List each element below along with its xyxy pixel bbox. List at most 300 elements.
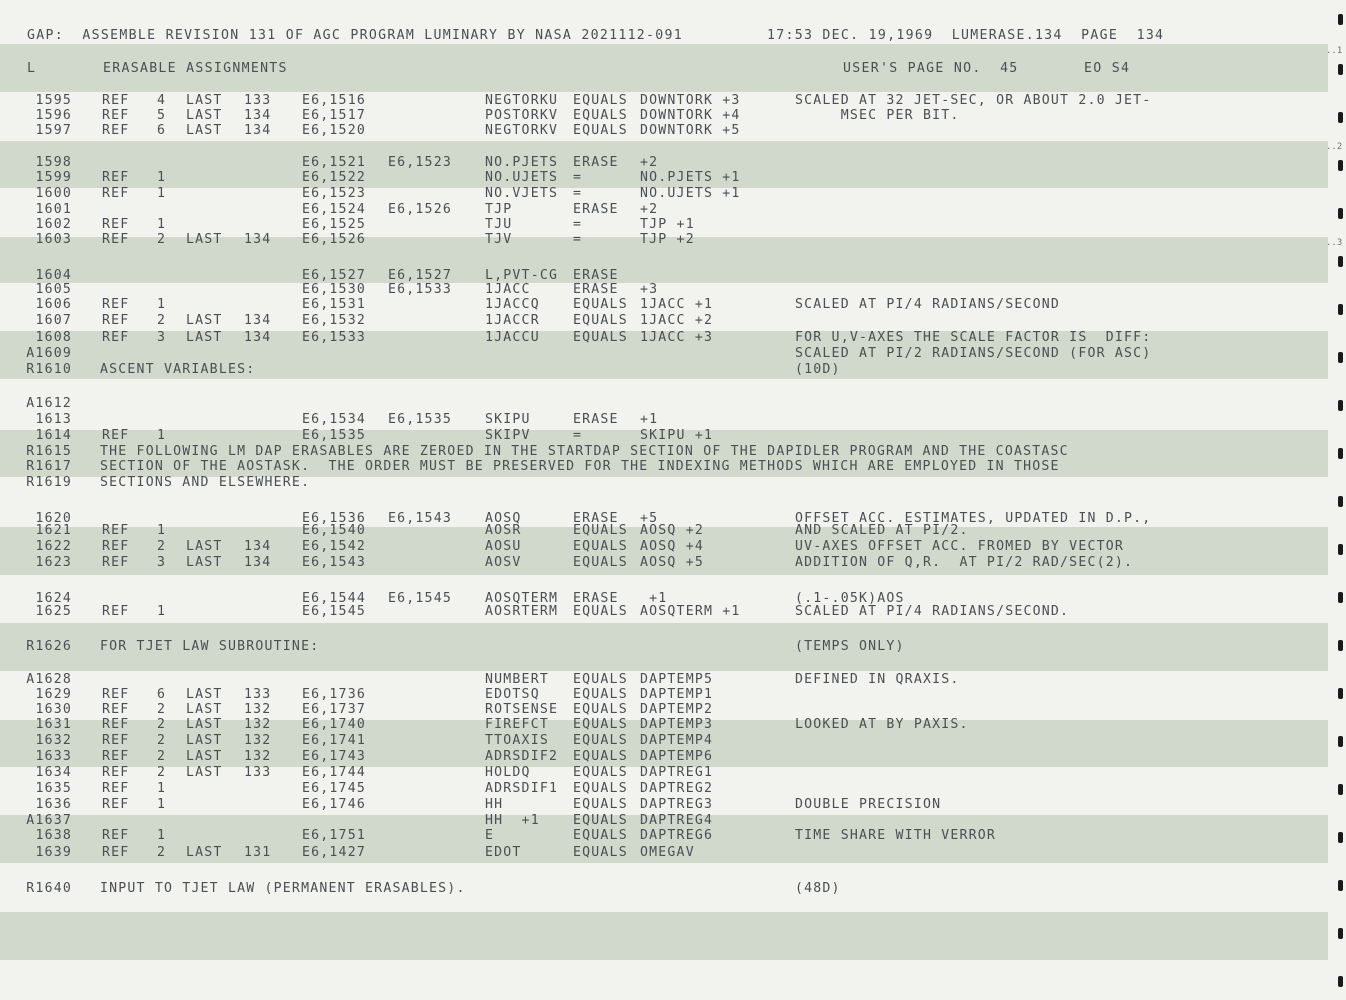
operand: 1JACC +1 (640, 297, 714, 312)
feed-hole (1338, 544, 1343, 555)
ref-count: 1 (157, 828, 167, 843)
opcode: EQUALS (573, 672, 628, 687)
last-page: 131 (244, 845, 272, 860)
operand: TJP +1 (640, 217, 695, 232)
comment: (TEMPS ONLY) (795, 639, 905, 654)
feed-hole (1338, 688, 1343, 699)
listing-row (0, 687, 1330, 703)
ref-count: 1 (157, 297, 167, 312)
operand: DAPTEMP1 (640, 687, 714, 702)
ref-label: REF (102, 717, 130, 732)
margin-mark: ..2 (1326, 142, 1343, 152)
operand: OMEGAV (640, 845, 695, 860)
paper-band (0, 912, 1328, 960)
listing-row (0, 93, 1330, 109)
last-page: 134 (244, 555, 272, 570)
last-label: LAST (186, 555, 223, 570)
last-page: 132 (244, 702, 272, 717)
address: E6,1516 (302, 93, 366, 108)
operand: +3 (640, 282, 659, 297)
symbol: 1JACCQ (485, 297, 540, 312)
listing-row (0, 186, 1330, 202)
ref-label: REF (102, 428, 130, 443)
symbol: EDOTSQ (485, 687, 540, 702)
listing-row (0, 346, 1330, 362)
feed-hole (1338, 880, 1343, 891)
ref-count: 2 (157, 232, 167, 247)
last-label: LAST (186, 232, 223, 247)
symbol: AOSV (485, 555, 522, 570)
ref-count: 4 (157, 93, 167, 108)
address: E6,1751 (302, 828, 366, 843)
symbol: EDOT (485, 845, 522, 860)
comment: UV-AXES OFFSET ACC. FROMED BY VECTOR (795, 539, 1125, 554)
listing-row (0, 717, 1330, 733)
line-number: R1640 (26, 881, 72, 896)
line-number: R1615 (26, 444, 72, 459)
symbol: ROTSENSE (485, 702, 559, 717)
address: E6,1746 (302, 797, 366, 812)
opcode: ERASE (573, 202, 619, 217)
line-number: 1623 (35, 555, 72, 570)
header-line (0, 28, 1330, 44)
ref-label: REF (102, 539, 130, 554)
listing-row (0, 828, 1330, 844)
feed-hole (1338, 352, 1343, 363)
listing-row (0, 797, 1330, 813)
listing-row (0, 232, 1330, 248)
operand: DAPTREG1 (640, 765, 714, 780)
listing-row (0, 297, 1330, 313)
symbol: TTOAXIS (485, 733, 549, 748)
symbol: ADRSDIF2 (485, 749, 559, 764)
listing-row (0, 362, 1330, 378)
symbol: TJP (485, 202, 513, 217)
last-label: LAST (186, 330, 223, 345)
last-page: 133 (244, 765, 272, 780)
opcode: EQUALS (573, 330, 628, 345)
ref-label: REF (102, 232, 130, 247)
opcode: EQUALS (573, 523, 628, 538)
comment: SCALED AT PI/4 RADIANS/SECOND (795, 297, 1061, 312)
ref-label: REF (102, 797, 130, 812)
opcode: ERASE (573, 268, 619, 283)
symbol: NUMBERT (485, 672, 549, 687)
operand: DAPTEMP3 (640, 717, 714, 732)
address-end: E6,1533 (388, 282, 452, 297)
comment: LOOKED AT BY PAXIS. (795, 717, 969, 732)
listing-row (0, 523, 1330, 539)
listing-row (0, 202, 1330, 218)
address-end: E6,1543 (388, 511, 452, 526)
line-number: 1614 (35, 428, 72, 443)
ref-count: 5 (157, 108, 167, 123)
listing-row (0, 459, 1330, 475)
address-end: E6,1535 (388, 412, 452, 427)
line-number: 1635 (35, 781, 72, 796)
opcode: EQUALS (573, 813, 628, 828)
address: E6,1544 (302, 591, 366, 606)
opcode: EQUALS (573, 687, 628, 702)
operand: 1JACC +3 (640, 330, 714, 345)
opcode: ERASE (573, 155, 619, 170)
ref-label: REF (102, 186, 130, 201)
address: E6,1532 (302, 313, 366, 328)
ref-count: 1 (157, 217, 167, 232)
listing-row (0, 813, 1330, 829)
operand: AOSQ +4 (640, 539, 704, 554)
opcode: EQUALS (573, 123, 628, 138)
line-number: 1624 (35, 591, 72, 606)
ref-count: 1 (157, 797, 167, 812)
opcode: ERASE (573, 591, 619, 606)
operand: DOWNTORK +5 (640, 123, 741, 138)
operand: DAPTREG3 (640, 797, 714, 812)
line-number: 1638 (35, 828, 72, 843)
last-label: LAST (186, 687, 223, 702)
comment: DEFINED IN QRAXIS. (795, 672, 960, 687)
opcode: ERASE (573, 282, 619, 297)
symbol: HH (485, 797, 504, 812)
line-number: 1613 (35, 412, 72, 427)
operand: +2 (640, 202, 659, 217)
listing-row (0, 428, 1330, 444)
comment: SCALED AT 32 JET-SEC, OR ABOUT 2.0 JET- (795, 93, 1152, 108)
remark-text: INPUT TO TJET LAW (PERMANENT ERASABLES). (100, 881, 466, 896)
feed-hole (1338, 640, 1343, 651)
last-label: LAST (186, 702, 223, 717)
ref-label: REF (102, 749, 130, 764)
address: E6,1536 (302, 511, 366, 526)
last-page: 132 (244, 749, 272, 764)
ref-count: 3 (157, 555, 167, 570)
address: E6,1542 (302, 539, 366, 554)
last-label: LAST (186, 108, 223, 123)
opcode: EQUALS (573, 297, 628, 312)
last-label: LAST (186, 539, 223, 554)
ref-count: 1 (157, 428, 167, 443)
listing-row (0, 170, 1330, 186)
feed-hole (1338, 304, 1343, 315)
line-number: 1600 (35, 186, 72, 201)
opcode: = (573, 428, 583, 443)
operand: +2 (640, 155, 659, 170)
comment: ADDITION OF Q,R. AT PI/2 RAD/SEC(2). (795, 555, 1134, 570)
line-number: R1610 (26, 362, 72, 377)
ref-label: REF (102, 828, 130, 843)
feed-hole (1338, 400, 1343, 411)
ref-count: 1 (157, 604, 167, 619)
operand: NO.UJETS +1 (640, 186, 741, 201)
symbol: 1JACCR (485, 313, 540, 328)
operand: DAPTEMP2 (640, 702, 714, 717)
feed-hole (1338, 112, 1343, 123)
symbol: TJU (485, 217, 513, 232)
line-number: 1595 (35, 93, 72, 108)
line-number: 1602 (35, 217, 72, 232)
listing-row (0, 539, 1330, 555)
operand: +1 (640, 412, 659, 427)
opcode: EQUALS (573, 828, 628, 843)
ref-count: 1 (157, 523, 167, 538)
line-number: 1607 (35, 313, 72, 328)
ref-count: 2 (157, 539, 167, 554)
operand: +5 (640, 511, 659, 526)
address: E6,1534 (302, 412, 366, 427)
listing-row (0, 282, 1330, 298)
comment: (.1-.05K)AOS (795, 591, 905, 606)
ref-label: REF (102, 313, 130, 328)
line-number: 1621 (35, 523, 72, 538)
last-page: 132 (244, 733, 272, 748)
ref-count: 2 (157, 702, 167, 717)
feed-hole (1338, 736, 1343, 747)
listing-row (0, 845, 1330, 861)
last-label: LAST (186, 123, 223, 138)
listing-row (0, 108, 1330, 124)
comment: SCALED AT PI/2 RADIANS/SECOND (FOR ASC) (795, 346, 1152, 361)
line-number: 1598 (35, 155, 72, 170)
opcode: EQUALS (573, 604, 628, 619)
listing-row (0, 781, 1330, 797)
listing-row (0, 639, 1330, 655)
line-number: A1628 (26, 672, 72, 687)
symbol: TJV (485, 232, 513, 247)
listing-row (0, 749, 1330, 765)
symbol: AOSRTERM (485, 604, 559, 619)
last-page: 134 (244, 232, 272, 247)
last-page: 133 (244, 687, 272, 702)
line-number: 1608 (35, 330, 72, 345)
address: E6,1737 (302, 702, 366, 717)
comment: FOR U,V-AXES THE SCALE FACTOR IS DIFF: (795, 330, 1152, 345)
line-number: 1599 (35, 170, 72, 185)
ref-count: 1 (157, 170, 167, 185)
address: E6,1744 (302, 765, 366, 780)
opcode: EQUALS (573, 765, 628, 780)
line-number: 1603 (35, 232, 72, 247)
listing-row (0, 123, 1330, 139)
address: E6,1745 (302, 781, 366, 796)
operand: DAPTEMP6 (640, 749, 714, 764)
symbol: 1JACCU (485, 330, 540, 345)
feed-hole (1338, 64, 1343, 75)
margin-mark: ..1 (1326, 46, 1343, 56)
operand: +1 (640, 591, 668, 606)
remark-text: SECTION OF THE AOSTASK. THE ORDER MUST BE PRESERVED FOR THE INDEXING METHODS WHICH ARE EMPLOYED IN THOSE (100, 459, 1060, 474)
listing-row (0, 881, 1330, 897)
ref-label: REF (102, 123, 130, 138)
line-number: 1596 (35, 108, 72, 123)
symbol: AOSU (485, 539, 522, 554)
line-number: 1597 (35, 123, 72, 138)
ref-label: REF (102, 733, 130, 748)
listing-row (0, 396, 1330, 412)
address: E6,1540 (302, 523, 366, 538)
listing-row (0, 555, 1330, 571)
address: E6,1736 (302, 687, 366, 702)
line-number: 1632 (35, 733, 72, 748)
ref-count: 2 (157, 765, 167, 780)
address-end: E6,1523 (388, 155, 452, 170)
address: E6,1530 (302, 282, 366, 297)
ref-label: REF (102, 93, 130, 108)
line-number: R1619 (26, 475, 72, 490)
address: E6,1523 (302, 186, 366, 201)
last-page: 134 (244, 313, 272, 328)
comment: (48D) (795, 881, 841, 896)
symbol: 1JACC (485, 282, 531, 297)
feed-hole (1338, 496, 1343, 507)
ref-label: REF (102, 604, 130, 619)
last-page: 132 (244, 717, 272, 732)
ref-count: 2 (157, 717, 167, 732)
last-label: LAST (186, 765, 223, 780)
line-number: 1633 (35, 749, 72, 764)
line-number: 1636 (35, 797, 72, 812)
symbol: SKIPU (485, 412, 531, 427)
symbol: L,PVT-CG (485, 268, 559, 283)
line-number: 1622 (35, 539, 72, 554)
symbol: NO.VJETS (485, 186, 559, 201)
symbol: AOSR (485, 523, 522, 538)
last-page: 134 (244, 123, 272, 138)
line-number: 1625 (35, 604, 72, 619)
ref-label: REF (102, 845, 130, 860)
ref-label: REF (102, 765, 130, 780)
listing-row (0, 313, 1330, 329)
operand: DOWNTORK +4 (640, 108, 741, 123)
operand: DAPTREG6 (640, 828, 714, 843)
ref-label: REF (102, 297, 130, 312)
comment: SCALED AT PI/4 RADIANS/SECOND. (795, 604, 1070, 619)
opcode: = (573, 217, 583, 232)
listing-row (0, 733, 1330, 749)
opcode: EQUALS (573, 313, 628, 328)
opcode: EQUALS (573, 539, 628, 554)
feed-hole (1338, 592, 1343, 603)
listing-row (0, 765, 1330, 781)
line-number: 1631 (35, 717, 72, 732)
symbol: AOSQTERM (485, 591, 559, 606)
address: E6,1522 (302, 170, 366, 185)
last-page: 134 (244, 108, 272, 123)
address: E6,1535 (302, 428, 366, 443)
opcode: ERASE (573, 412, 619, 427)
opcode: EQUALS (573, 702, 628, 717)
line-number: 1630 (35, 702, 72, 717)
operand: 1JACC +2 (640, 313, 714, 328)
symbol: NEGTORKU (485, 93, 559, 108)
symbol: SKIPV (485, 428, 531, 443)
ref-count: 2 (157, 313, 167, 328)
ref-count: 2 (157, 733, 167, 748)
ref-count: 6 (157, 123, 167, 138)
remark-text: SECTIONS AND ELSEWHERE. (100, 475, 311, 490)
address: E6,1524 (302, 202, 366, 217)
ref-label: REF (102, 217, 130, 232)
symbol: NO.UJETS (485, 170, 559, 185)
operand: AOSQ +5 (640, 555, 704, 570)
line-number: 1604 (35, 268, 72, 283)
remark-text: THE FOLLOWING LM DAP ERASABLES ARE ZEROED IN THE STARTDAP SECTION OF THE DAPIDLER PROGRAM AND THE COASTASC (100, 444, 1069, 459)
operand: AOSQ +2 (640, 523, 704, 538)
feed-hole (1338, 256, 1343, 267)
line-number: 1620 (35, 511, 72, 526)
operand: DAPTEMP5 (640, 672, 714, 687)
listing-row (0, 330, 1330, 346)
listing-row (0, 475, 1330, 491)
ref-count: 6 (157, 687, 167, 702)
subheader-line (0, 61, 1330, 77)
users-page-number: USER'S PAGE NO. 45 (843, 61, 1019, 76)
listing-row (0, 702, 1330, 718)
opcode: EQUALS (573, 733, 628, 748)
eo-label: EO S4 (1084, 61, 1131, 76)
address: E6,1743 (302, 749, 366, 764)
opcode: EQUALS (573, 108, 628, 123)
operand: NO.PJETS +1 (640, 170, 741, 185)
feed-hole (1338, 14, 1343, 25)
line-number: R1617 (26, 459, 72, 474)
opcode: = (573, 186, 583, 201)
address: E6,1740 (302, 717, 366, 732)
address: E6,1545 (302, 604, 366, 619)
operand: DAPTREG4 (640, 813, 714, 828)
operand: DOWNTORK +3 (640, 93, 741, 108)
ref-count: 1 (157, 186, 167, 201)
section-title: ERASABLE ASSIGNMENTS (103, 61, 288, 76)
operand: DAPTEMP4 (640, 733, 714, 748)
listing-row (0, 672, 1330, 688)
line-number: A1609 (26, 346, 72, 361)
operand: TJP +2 (640, 232, 695, 247)
ref-label: REF (102, 108, 130, 123)
comment: (10D) (795, 362, 841, 377)
opcode: EQUALS (573, 717, 628, 732)
address: E6,1533 (302, 330, 366, 345)
address-end: E6,1527 (388, 268, 452, 283)
comment: DOUBLE PRECISION (795, 797, 942, 812)
ref-label: REF (102, 781, 130, 796)
symbol: POSTORKV (485, 108, 559, 123)
symbol: FIREFCT (485, 717, 549, 732)
address: E6,1427 (302, 845, 366, 860)
last-label: LAST (186, 845, 223, 860)
line-number: A1612 (26, 396, 72, 411)
line-number: R1626 (26, 639, 72, 654)
header-timestamp: 17:53 DEC. 19,1969 LUMERASE.134 PAGE 134 (767, 28, 1165, 43)
feed-hole (1338, 928, 1343, 939)
address-end: E6,1526 (388, 202, 452, 217)
line-number: 1601 (35, 202, 72, 217)
opcode: ERASE (573, 511, 619, 526)
feed-hole (1338, 160, 1343, 171)
address-end: E6,1545 (388, 591, 452, 606)
last-page: 134 (244, 330, 272, 345)
operand: SKIPU +1 (640, 428, 714, 443)
subheader-letter: L (27, 61, 37, 76)
last-label: LAST (186, 313, 223, 328)
listing-row (0, 412, 1330, 428)
opcode: = (573, 232, 583, 247)
address: E6,1520 (302, 123, 366, 138)
last-label: LAST (186, 749, 223, 764)
listing-row (0, 604, 1330, 620)
operand: DAPTREG2 (640, 781, 714, 796)
ref-label: REF (102, 523, 130, 538)
operand: AOSQTERM +1 (640, 604, 741, 619)
